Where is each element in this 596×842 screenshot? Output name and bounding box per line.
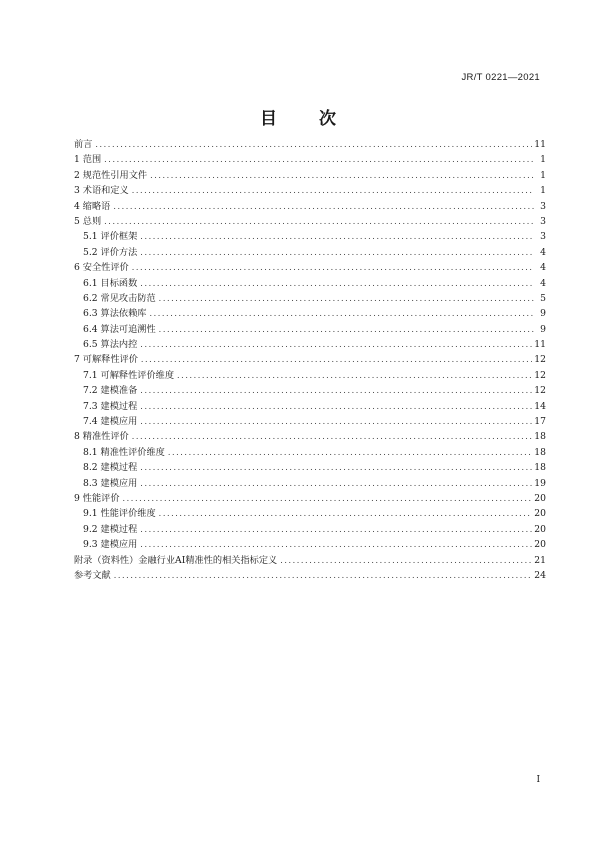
toc-entry-page: 4 <box>540 277 546 289</box>
toc-entry[interactable] <box>74 414 546 429</box>
toc-entry[interactable] <box>74 214 546 229</box>
dot-leader <box>168 445 532 460</box>
toc-entry-label: 9 性能评价 <box>74 492 120 504</box>
toc-entry[interactable] <box>74 152 546 167</box>
toc-entry[interactable] <box>74 276 546 291</box>
toc-entry-page: 18 <box>534 462 546 474</box>
toc-entry[interactable] <box>74 476 546 491</box>
toc-entry-label: 参考文献 <box>74 569 111 581</box>
dot-leader <box>150 168 534 183</box>
toc-entry-page: 9 <box>540 323 546 335</box>
toc-entry-page: 20 <box>534 492 546 504</box>
toc-entry-page: 5 <box>540 292 546 304</box>
table-of-contents <box>74 137 546 583</box>
dot-leader <box>177 368 532 383</box>
toc-entry[interactable] <box>74 522 546 537</box>
toc-entry-label: 6.2 常见攻击防范 <box>83 292 156 304</box>
toc-entry[interactable] <box>74 183 546 198</box>
toc-entry-page: 20 <box>534 523 546 535</box>
toc-entry-label: 3 术语和定义 <box>74 185 129 197</box>
toc-entry-page: 14 <box>534 400 546 412</box>
dot-leader <box>114 568 533 583</box>
toc-entry-label: 8.2 建模过程 <box>83 462 138 474</box>
toc-entry-label: 7.1 可解释性评价维度 <box>83 369 175 381</box>
toc-entry-label: 6.1 目标函数 <box>83 277 138 289</box>
dot-leader <box>140 383 532 398</box>
toc-entry[interactable] <box>74 229 546 244</box>
toc-entry-label: 4 缩略语 <box>74 200 111 212</box>
toc-entry[interactable] <box>74 568 546 583</box>
toc-entry-label: 8.1 精准性评价维度 <box>83 446 165 458</box>
dot-leader <box>140 245 534 260</box>
dot-leader <box>140 537 532 552</box>
dot-leader <box>123 491 533 506</box>
dot-leader <box>140 276 534 291</box>
toc-entry-page: 3 <box>540 200 546 212</box>
toc-entry-label: 5.2 评价方法 <box>83 246 138 258</box>
toc-entry[interactable] <box>74 306 546 321</box>
dot-leader <box>104 152 534 167</box>
dot-leader <box>149 306 534 321</box>
toc-entry-page: 20 <box>534 539 546 551</box>
dot-leader <box>140 399 532 414</box>
dot-leader <box>140 522 532 537</box>
toc-entry-label: 6.5 算法内控 <box>83 339 138 351</box>
toc-entry-label: 9.2 建模过程 <box>83 523 138 535</box>
toc-entry-page: 4 <box>540 246 546 258</box>
dot-leader <box>140 460 532 475</box>
toc-entry-label: 6 安全性评价 <box>74 262 129 274</box>
toc-entry-label: 1 范围 <box>74 154 102 166</box>
toc-entry-page: 18 <box>534 446 546 458</box>
toc-entry-page: 24 <box>534 569 546 581</box>
dot-leader <box>132 183 534 198</box>
toc-entry-page: 11 <box>534 139 546 150</box>
dot-leader <box>141 352 532 367</box>
dot-leader <box>140 476 532 491</box>
toc-entry-label: 6.4 算法可追溯性 <box>83 323 156 335</box>
toc-entry-label: 附录（资料性）金融行业AI精准性的相关指标定义 <box>74 554 278 566</box>
toc-entry-label: 5 总则 <box>74 215 102 227</box>
toc-entry-label: 6.3 算法依赖库 <box>83 308 147 320</box>
toc-entry-page: 11 <box>534 339 546 351</box>
toc-entry-page: 3 <box>540 231 546 243</box>
toc-entry-page: 17 <box>534 416 546 428</box>
toc-entry[interactable] <box>74 199 546 214</box>
toc-entry-label: 7.4 建模应用 <box>83 416 138 428</box>
dot-leader <box>140 337 532 352</box>
toc-entry[interactable] <box>74 260 546 275</box>
toc-entry-page: 12 <box>534 385 546 397</box>
toc-entry[interactable] <box>74 352 546 367</box>
document-code: JR/T 0221—2021 <box>461 72 540 83</box>
toc-entry-page: 1 <box>540 185 546 197</box>
toc-entry[interactable] <box>74 491 546 506</box>
toc-entry[interactable] <box>74 245 546 260</box>
toc-entry[interactable] <box>74 291 546 306</box>
toc-entry-label: 9.1 性能评价维度 <box>83 508 156 520</box>
toc-entry[interactable] <box>74 429 546 444</box>
toc-entry-page: 1 <box>540 169 546 181</box>
dot-leader <box>159 291 534 306</box>
dot-leader <box>140 229 534 244</box>
dot-leader <box>280 553 532 568</box>
dot-leader <box>132 429 533 444</box>
toc-entry[interactable] <box>74 537 546 552</box>
toc-entry[interactable] <box>74 322 546 337</box>
toc-entry[interactable] <box>74 445 546 460</box>
toc-entry-page: 12 <box>534 354 546 366</box>
toc-entry-label: 前言 <box>74 139 93 150</box>
dot-leader <box>104 214 534 229</box>
toc-entry[interactable] <box>74 383 546 398</box>
toc-entry-label: 9.3 建模应用 <box>83 539 138 551</box>
page-title: 目 次 <box>260 109 354 129</box>
toc-entry[interactable] <box>74 460 546 475</box>
toc-entry-page: 3 <box>540 215 546 227</box>
dot-leader <box>95 137 532 152</box>
toc-entry-page: 18 <box>534 431 546 443</box>
page-number: I <box>536 775 540 785</box>
toc-entry[interactable] <box>74 137 546 152</box>
toc-entry-page: 20 <box>534 508 546 520</box>
toc-entry-label: 8.3 建模应用 <box>83 477 138 489</box>
toc-entry-label: 7.2 建模准备 <box>83 385 138 397</box>
toc-entry-page: 19 <box>534 477 546 489</box>
toc-entry-page: 21 <box>534 554 546 566</box>
dot-leader <box>159 322 534 337</box>
toc-entry-label: 5.1 评价框架 <box>83 231 138 243</box>
toc-entry[interactable] <box>74 368 546 383</box>
toc-entry[interactable] <box>74 168 546 183</box>
toc-entry-label: 7.3 建模过程 <box>83 400 138 412</box>
toc-entry[interactable] <box>74 553 546 568</box>
dot-leader <box>132 260 534 275</box>
toc-entry[interactable] <box>74 337 546 352</box>
toc-entry-label: 2 规范性引用文件 <box>74 169 148 181</box>
toc-entry[interactable] <box>74 399 546 414</box>
toc-entry-label: 7 可解释性评价 <box>74 354 138 366</box>
toc-entry-page: 1 <box>540 154 546 166</box>
toc-entry-page: 4 <box>540 262 546 274</box>
dot-leader <box>159 506 533 521</box>
toc-entry-label: 8 精准性评价 <box>74 431 129 443</box>
toc-entry-page: 12 <box>534 369 546 381</box>
dot-leader <box>113 199 534 214</box>
toc-entry[interactable] <box>74 506 546 521</box>
dot-leader <box>140 414 532 429</box>
toc-entry-page: 9 <box>540 308 546 320</box>
